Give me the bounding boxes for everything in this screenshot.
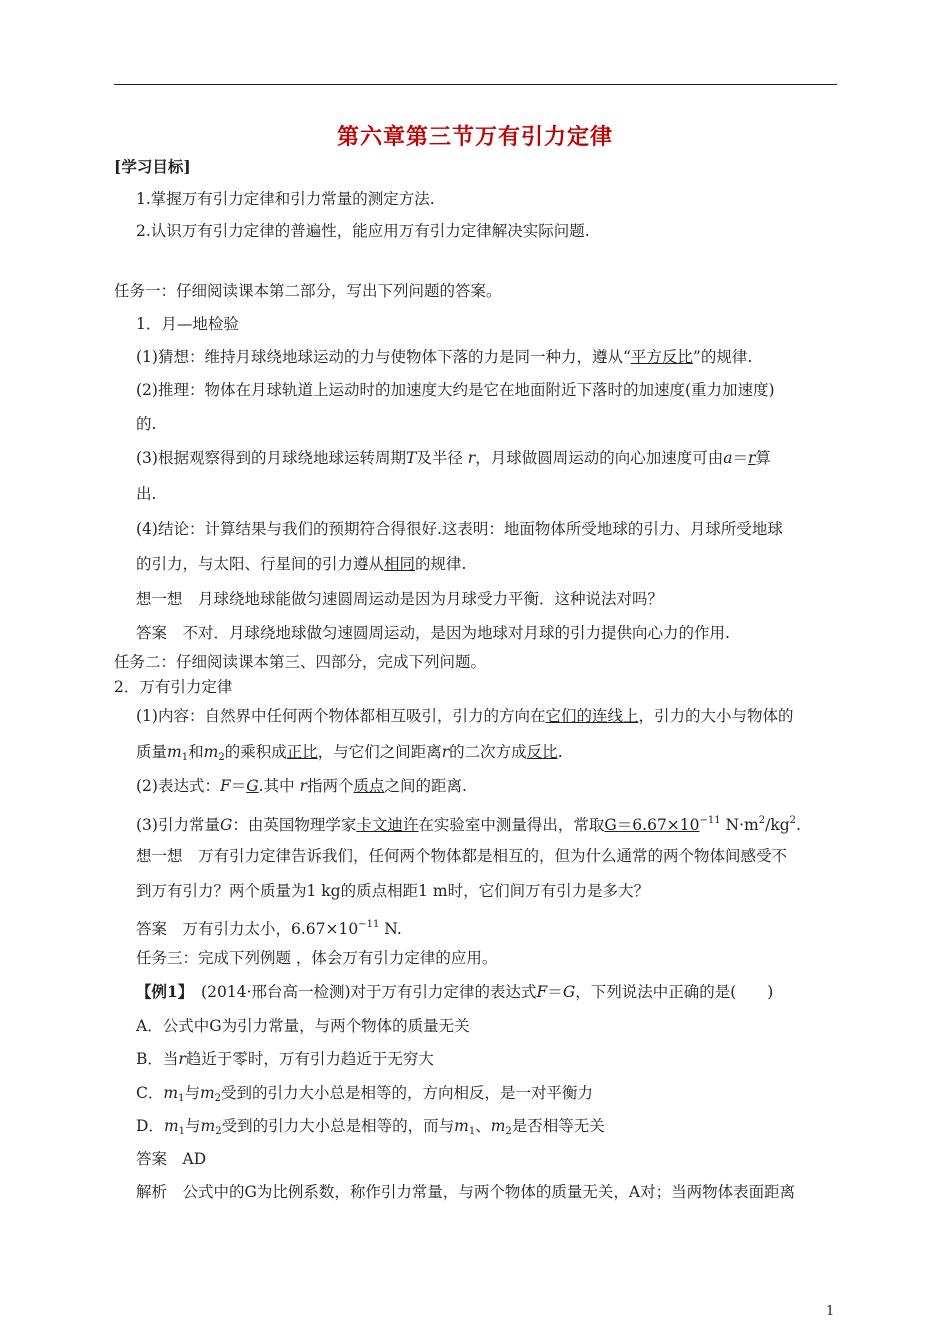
task1-answer: 答案 不对．月球绕地球做匀速圆周运动，是因为地球对月球的引力提供向心力的作用. bbox=[136, 624, 730, 642]
task1-heading: 任务一：仔细阅读课本第二部分，写出下列问题的答案。 bbox=[114, 282, 502, 300]
task3-heading: 任务三：完成下列例题 ，体会万有引力定律的应用。 bbox=[136, 949, 498, 967]
page-title: 第六章第三节万有引力定律 bbox=[336, 125, 613, 150]
option-b: B．当r趋近于零时，万有引力趋近于无穷大 bbox=[136, 1050, 434, 1068]
goal-item: 2.认识万有引力定律的普遍性，能应用万有引力定律解决实际问题. bbox=[136, 222, 590, 240]
task1-p4b: 的引力，与太阳、行星间的引力遵从相同的规律. bbox=[136, 555, 467, 573]
task1-think: 想一想 月球绕地球能做匀速圆周运动是因为月球受力平衡．这种说法对吗？ bbox=[136, 590, 664, 608]
example-analysis: 解析 公式中的G为比例系数，称作引力常量，与两个物体的质量无关，A对；当两物体表面距离 bbox=[136, 1183, 796, 1201]
task2-subheading: 2．万有引力定律 bbox=[114, 678, 233, 696]
task1-p4a: (4)结论：计算结果与我们的预期符合得很好.这表明：地面物体所受地球的引力、月球所受地球 bbox=[136, 520, 783, 538]
task1-p3b: 出. bbox=[136, 485, 157, 503]
task1-p1: (1)猜想：维持月球绕地球运动的力与使物体下落的力是同一种力，遵从“平方反比”的规律. bbox=[136, 348, 753, 366]
task2-content-2: 质量$m_1$和$m_2$的乘积成正比，与它们之间距离r的二次方成反比. bbox=[136, 743, 563, 763]
option-d: D．$m_1$与$m_2$受到的引力大小总是相等的，而与$m_1$、$m_2$是否相等无关 bbox=[136, 1117, 605, 1137]
task2-heading: 任务二：仔细阅读课本第三、四部分，完成下列问题。 bbox=[114, 653, 487, 671]
task2-constant: (3)引力常量G：由英国物理学家卡文迪许在实验室中测量得出，常取$G=6.67\times 10^{-11}$ $N\cdot m^2/kg^2$. bbox=[136, 815, 801, 834]
goal-item: 1.掌握万有引力定律和引力常量的测定方法. bbox=[136, 190, 435, 208]
task1-subheading: 1．月—地检验 bbox=[136, 315, 239, 333]
task1-p2b: 的. bbox=[136, 415, 157, 433]
task1-p3: (3)根据观察得到的月球绕地球运转周期T及半径 r，月球做圆周运动的向心加速度可由a＝r算 bbox=[136, 449, 771, 467]
goals-heading: [学习目标] bbox=[114, 157, 191, 176]
header-rule bbox=[114, 84, 837, 85]
task2-expression: (2)表达式：F＝G.其中 r指两个质点之间的距离. bbox=[136, 777, 467, 795]
task2-think-b: 到万有引力？两个质量为1 kg的质点相距1 m时，它们间万有引力是多大？ bbox=[136, 882, 650, 900]
task2-answer: 答案 万有引力太小，$6.67\times 10^{-11}$ N. bbox=[136, 919, 402, 938]
example-1: 【例1】 (2014·邢台高一检测)对于万有引力定律的表达式F＝G，下列说法中正确的是( ) bbox=[136, 982, 774, 1001]
page-number: 1 bbox=[826, 1304, 835, 1319]
task2-content-1: (1)内容：自然界中任何两个物体都相互吸引，引力的方向在它们的连线上，引力的大小与物体的 bbox=[136, 707, 794, 725]
example-answer: 答案 AD bbox=[136, 1150, 207, 1168]
task2-think-a: 想一想 万有引力定律告诉我们，任何两个物体都是相互的，但为什么通常的两个物体间感受不 bbox=[136, 847, 788, 865]
option-c: C．$m_1$与$m_2$受到的引力大小总是相等的，方向相反，是一对平衡力 bbox=[136, 1084, 594, 1104]
option-a: A．公式中G为引力常量，与两个物体的质量无关 bbox=[136, 1017, 470, 1035]
task1-p2a: (2)推理：物体在月球轨道上运动时的加速度大约是它在地面附近下落时的加速度(重力加速度) bbox=[136, 381, 775, 399]
